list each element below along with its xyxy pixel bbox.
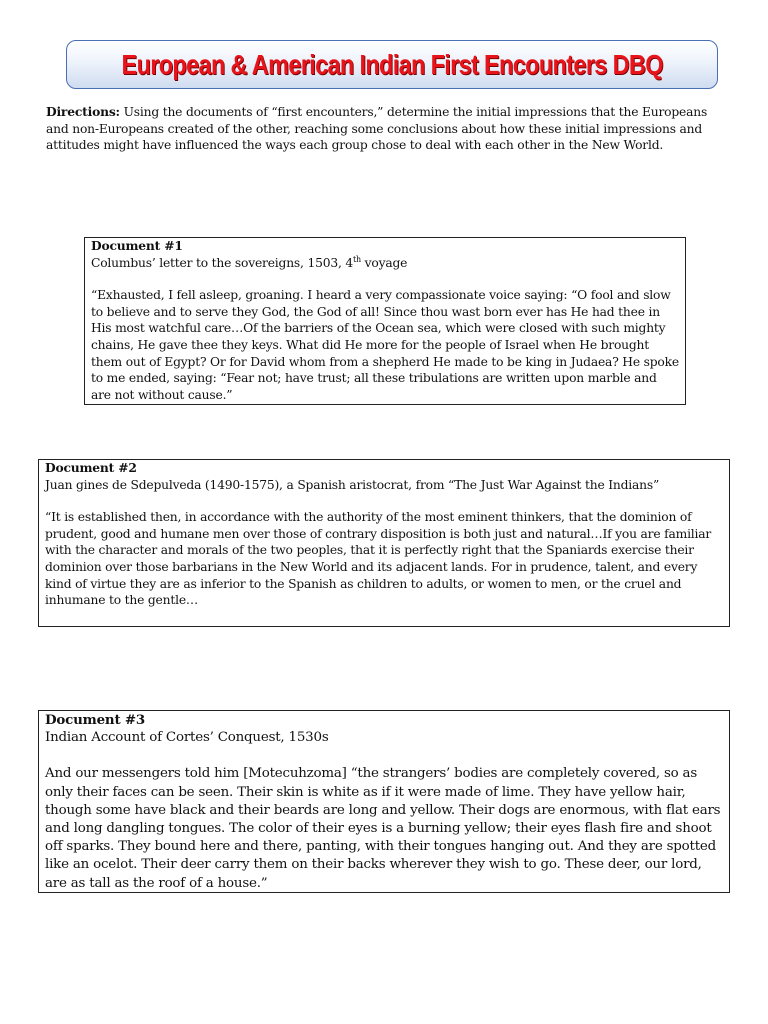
title-banner <box>66 40 718 89</box>
document-1-body: “Exhausted, I fell asleep, groaning. I heard a very compassionate voice saying: “O fool and slow to believe and to serve they God, the God of all! Since thou wast born ever has He had thee in His most watchful care…Of the barriers of the Ocean sea, which were closed with such mighty chains, He gave thee they keys. What did He more for the people of Israel when He brought them out of Egypt? Or for David whom from a shepherd He made to be king in Judaea? He spoke to me ended, saying: “Fear not; have trust; all these tribulations are written upon marble and are not without cause.” <box>91 288 679 402</box>
document-1-title: Document #1 <box>91 238 183 253</box>
document-3-body: And our messengers told him [Motecuhzoma] “the strangers’ bodies are completely covered, so as only their faces can be seen. Their skin is white as if it were made of lime. They have yellow hair, though some have black and their beards are long and yellow. Their dogs are enormous, with flat ears and long dangling tongues. The color of their eyes is a burning yellow; their eyes flash fire and shoot off sparks. They bound here and there, panting, with their tongues hanging out. And they are spotted like an ocelot. Their deer carry them on their backs wherever they wish to go. These deer, our lord, are as tall as the roof of a house.” <box>45 766 721 891</box>
document-1-source-superscript: th <box>353 254 361 264</box>
document-1-box <box>84 237 686 405</box>
document-2-source: Juan gines de Sdepulveda (1490-1575), a Spanish aristocrat, from “The Just War Against the Indians” <box>45 477 660 492</box>
document-1-source-suffix: voyage <box>360 255 408 270</box>
document-3-box <box>38 710 730 893</box>
document-2-box <box>38 459 730 627</box>
document-3-source: Indian Account of Cortes’ Conquest, 1530s <box>45 730 329 746</box>
directions-text: Using the documents of “first encounters,” determine the initial impressions that the Europeans and non-Europeans created of the other, reaching some conclusions about how these initial impressions and attitudes might have influenced the ways each group chose to deal with each other in the New World. <box>46 105 708 152</box>
document-3-title: Document #3 <box>45 712 146 728</box>
page-title: European & American Indian First Encounters DBQ <box>121 48 663 80</box>
directions-label: Directions: <box>46 104 120 119</box>
directions-paragraph <box>46 104 726 154</box>
document-2-body: “It is established then, in accordance with the authority of the most eminent thinkers, that the dominion of prudent, good and humane men over those of contrary disposition is both just and natural…If you are familiar with the character and morals of the two peoples, that it is perfectly right that the Spaniards exercise their dominion over those barbarians in the New World and its adjacent lands. For in prudence, talent, and every kind of virtue they are as inferior to the Spanish as children to adults, or women to men, or the cruel and inhumane to the gentle… <box>45 510 712 608</box>
document-1-source-text: Columbus’ letter to the sovereigns, 1503, 4 <box>91 255 353 270</box>
document-1-source <box>91 255 679 272</box>
document-2-title: Document #2 <box>45 460 137 475</box>
